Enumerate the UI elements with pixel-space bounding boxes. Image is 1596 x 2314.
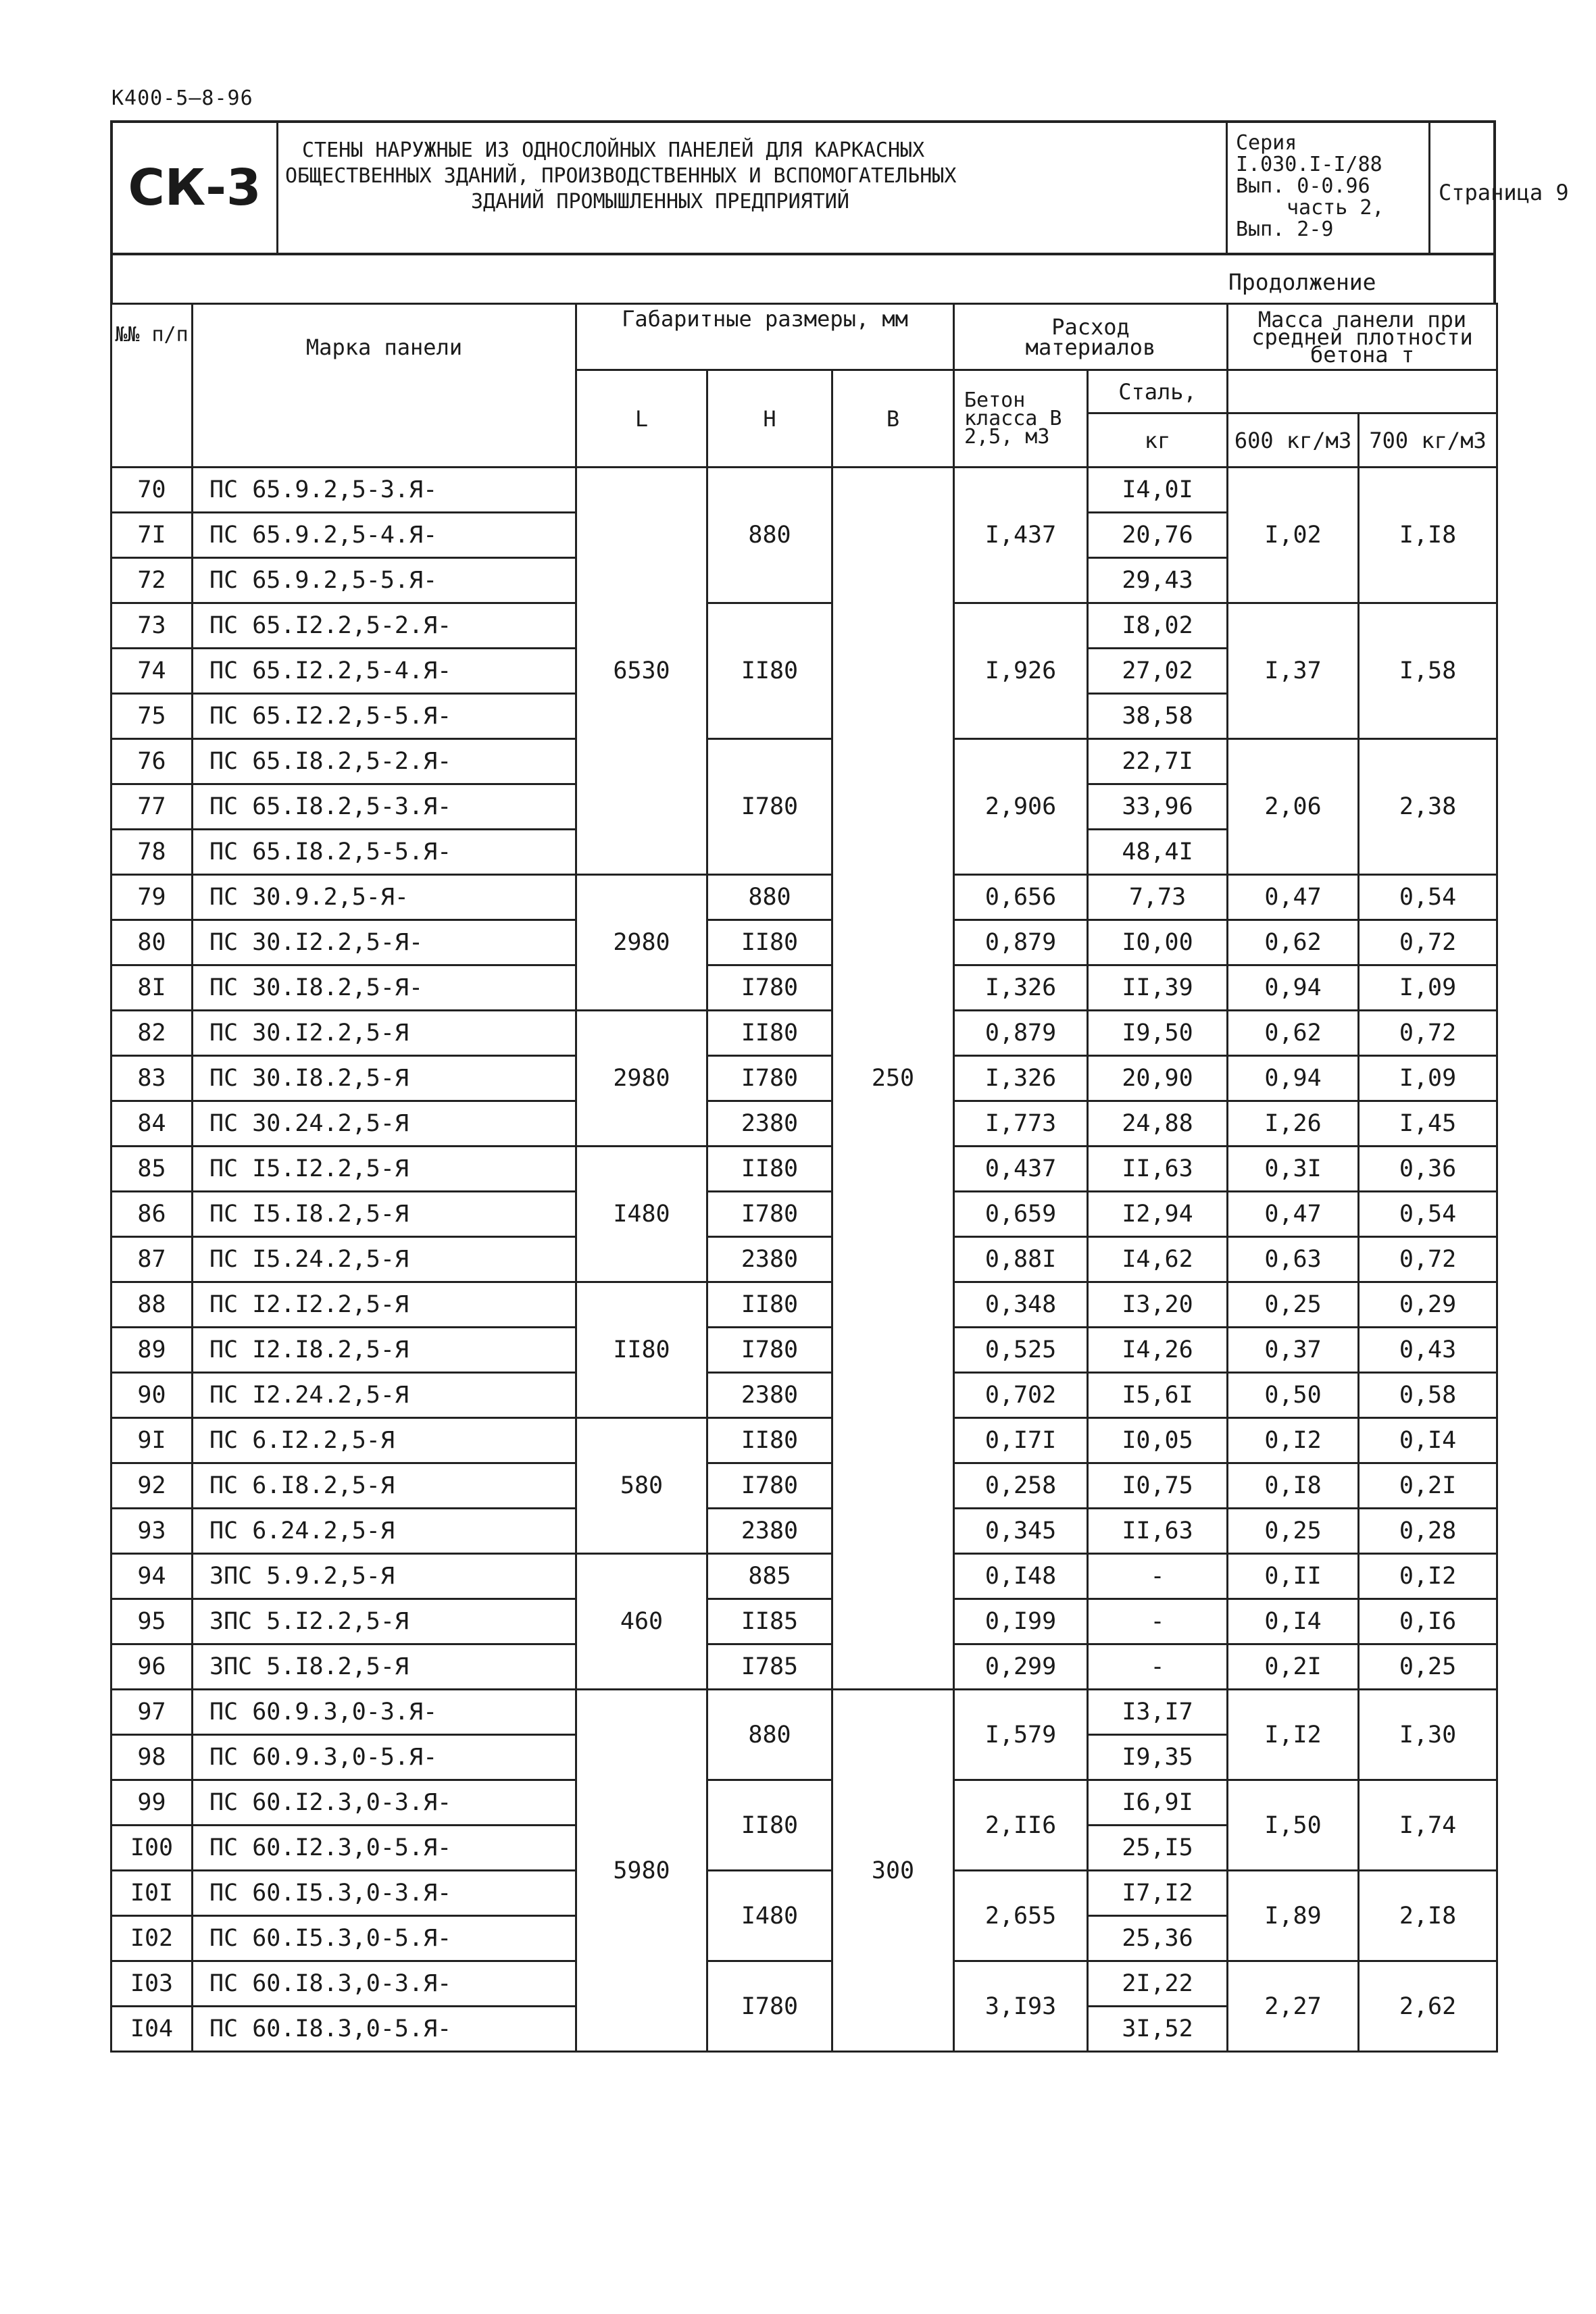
concrete-cell: 2,906 [954, 739, 1088, 875]
mass-600-cell: 0,I2 [1228, 1418, 1359, 1463]
mass-700-cell: I,09 [1359, 965, 1497, 1011]
panel-mark: ПС I5.I2.2,5-Я [193, 1147, 576, 1192]
row-number: 93 [111, 1509, 193, 1554]
row-number: 79 [111, 875, 193, 920]
panel-mark: ПС 30.I2.2,5-Я [193, 1011, 576, 1056]
concrete-cell: 0,I99 [954, 1599, 1088, 1644]
panel-mark: ПС I2.24.2,5-Я [193, 1373, 576, 1418]
concrete-cell: I,773 [954, 1101, 1088, 1147]
table-row [111, 1418, 1497, 1463]
col-header-concrete: Бетон класса В 2,5, м3 [954, 370, 1088, 468]
concrete-cell: I,437 [954, 468, 1088, 603]
table-row [111, 1780, 1497, 1826]
row-number: I04 [111, 2007, 193, 2052]
table-row [111, 920, 1497, 965]
panel-mark: 3ПС 5.I2.2,5-Я [193, 1599, 576, 1644]
mass-700-cell: 2,I8 [1359, 1871, 1497, 1961]
steel-cell: I4,62 [1088, 1237, 1228, 1282]
panel-mark: ПС 60.I5.3,0-5.Я- [193, 1916, 576, 1961]
col-header-material: Расход материалов [954, 304, 1228, 370]
mass-700-cell: 0,28 [1359, 1509, 1497, 1554]
concrete-cell: 0,299 [954, 1644, 1088, 1690]
col-header-mark: Марка панели [193, 304, 576, 468]
row-number: 89 [111, 1328, 193, 1373]
row-number: 96 [111, 1644, 193, 1690]
concrete-cell: 0,702 [954, 1373, 1088, 1418]
steel-cell: 33,96 [1088, 784, 1228, 830]
sheet-code: СК-3 [113, 123, 278, 253]
mass-600-cell: 0,2I [1228, 1644, 1359, 1690]
panel-mark: ПС 6.I8.2,5-Я [193, 1463, 576, 1509]
table-row [111, 1509, 1497, 1554]
col-header-dims: Габаритные размеры, мм [576, 304, 954, 370]
col-header-mass: Масса панели при средней плотности бетона т [1228, 304, 1497, 370]
steel-cell: I3,I7 [1088, 1690, 1228, 1735]
steel-cell: 29,43 [1088, 558, 1228, 603]
mass-600-cell: 0,37 [1228, 1328, 1359, 1373]
steel-cell: 20,76 [1088, 513, 1228, 558]
col-header-600: 600 кг/м3 [1228, 413, 1359, 468]
table-row [111, 1056, 1497, 1101]
table-row [111, 1011, 1497, 1056]
mass-600-cell: 0,47 [1228, 875, 1359, 920]
panel-mark: ПС I5.24.2,5-Я [193, 1237, 576, 1282]
steel-cell: I7,I2 [1088, 1871, 1228, 1916]
panel-mark: ПС 6.I2.2,5-Я [193, 1418, 576, 1463]
table-row [111, 1554, 1497, 1599]
table-row [111, 875, 1497, 920]
panel-mark: 3ПС 5.I8.2,5-Я [193, 1644, 576, 1690]
concrete-cell: 0,345 [954, 1509, 1088, 1554]
concrete-cell: 0,437 [954, 1147, 1088, 1192]
mass-700-cell: 0,54 [1359, 875, 1497, 920]
mass-600-cell: 0,63 [1228, 1237, 1359, 1282]
mass-700-cell: 0,36 [1359, 1147, 1497, 1192]
steel-cell: II,63 [1088, 1147, 1228, 1192]
panel-mark: ПС 30.I2.2,5-Я- [193, 920, 576, 965]
series-line: Серия [1236, 131, 1297, 155]
steel-cell: I2,94 [1088, 1192, 1228, 1237]
height-cell: I780 [707, 1961, 832, 2052]
table-row [111, 1690, 1497, 1735]
table-row [111, 1282, 1497, 1328]
concrete-cell: 0,348 [954, 1282, 1088, 1328]
mass-600-cell: 0,I8 [1228, 1463, 1359, 1509]
mass-header-spacer [1228, 370, 1497, 413]
concrete-cell: 0,I48 [954, 1554, 1088, 1599]
table-row [111, 1328, 1497, 1373]
steel-cell: 48,4I [1088, 830, 1228, 875]
steel-cell: I0,05 [1088, 1418, 1228, 1463]
width-cell: 300 [832, 1690, 954, 2052]
concrete-cell: 2,655 [954, 1871, 1088, 1961]
row-number: I0I [111, 1871, 193, 1916]
width-cell: 250 [832, 468, 954, 1690]
title-line: СТЕНЫ НАРУЖНЫЕ ИЗ ОДНОСЛОЙНЫХ ПАНЕЛЕЙ ДЛЯ КАРКАСНЫХ [302, 139, 925, 162]
height-cell: I780 [707, 1056, 832, 1101]
row-number: 98 [111, 1735, 193, 1780]
row-number: 77 [111, 784, 193, 830]
panel-mark: ПС I5.I8.2,5-Я [193, 1192, 576, 1237]
panel-mark: ПС 6.24.2,5-Я [193, 1509, 576, 1554]
panel-mark: ПС 65.I2.2,5-5.Я- [193, 694, 576, 739]
height-cell: II80 [707, 920, 832, 965]
row-number: 72 [111, 558, 193, 603]
concrete-cell: 0,879 [954, 1011, 1088, 1056]
concrete-cell: I,326 [954, 1056, 1088, 1101]
steel-cell: I9,50 [1088, 1011, 1228, 1056]
mass-600-cell: 0,25 [1228, 1509, 1359, 1554]
steel-cell: 24,88 [1088, 1101, 1228, 1147]
table-row [111, 965, 1497, 1011]
row-number: I03 [111, 1961, 193, 2007]
panel-mark: ПС 65.9.2,5-4.Я- [193, 513, 576, 558]
steel-cell: 38,58 [1088, 694, 1228, 739]
row-number: 9I [111, 1418, 193, 1463]
concrete-cell: 3,I93 [954, 1961, 1088, 2052]
document-number: К400-5—8-96 [111, 86, 253, 110]
height-cell: II80 [707, 603, 832, 739]
series-line: I.030.I-I/88 [1236, 153, 1382, 176]
steel-cell: I0,75 [1088, 1463, 1228, 1509]
height-cell: I780 [707, 1192, 832, 1237]
series-line: Вып. 2-9 [1236, 218, 1334, 241]
row-number: 97 [111, 1690, 193, 1735]
height-cell: II80 [707, 1418, 832, 1463]
col-header-num: №№ п/п [111, 304, 193, 468]
height-cell: I785 [707, 1644, 832, 1690]
mass-600-cell: I,26 [1228, 1101, 1359, 1147]
length-cell: 2980 [576, 1011, 707, 1147]
panel-mark: ПС 65.I8.2,5-2.Я- [193, 739, 576, 784]
mass-700-cell: I,45 [1359, 1101, 1497, 1147]
steel-cell: 2I,22 [1088, 1961, 1228, 2007]
col-header-H: Н [707, 370, 832, 468]
row-number: I02 [111, 1916, 193, 1961]
mass-700-cell: 0,72 [1359, 920, 1497, 965]
table-row [111, 739, 1497, 784]
table-row [111, 1147, 1497, 1192]
steel-cell: - [1088, 1554, 1228, 1599]
steel-cell: 25,I5 [1088, 1826, 1228, 1871]
row-number: 85 [111, 1147, 193, 1192]
panel-mark: ПС 60.I8.3,0-3.Я- [193, 1961, 576, 2007]
mass-700-cell: 0,2I [1359, 1463, 1497, 1509]
steel-cell: - [1088, 1599, 1228, 1644]
steel-cell: I8,02 [1088, 603, 1228, 649]
row-number: 87 [111, 1237, 193, 1282]
col-header-700: 700 кг/м3 [1359, 413, 1497, 468]
row-number: 8I [111, 965, 193, 1011]
concrete-cell: 2,II6 [954, 1780, 1088, 1871]
mass-700-cell: I,09 [1359, 1056, 1497, 1101]
row-number: 92 [111, 1463, 193, 1509]
title-line: ОБЩЕСТВЕННЫХ ЗДАНИЙ, ПРОИЗВОДСТВЕННЫХ И ВСПОМОГАТЕЛЬНЫХ [285, 164, 957, 188]
table-row [111, 1101, 1497, 1147]
row-number: 74 [111, 649, 193, 694]
mass-600-cell: 0,I4 [1228, 1599, 1359, 1644]
height-cell: I780 [707, 965, 832, 1011]
title-block [110, 120, 1569, 255]
panel-mark: ПС 65.9.2,5-5.Я- [193, 558, 576, 603]
concrete-cell: 0,88I [954, 1237, 1088, 1282]
height-cell: II80 [707, 1780, 832, 1871]
row-number: 84 [111, 1101, 193, 1147]
mass-700-cell: 2,38 [1359, 739, 1497, 875]
series-line: Вып. 0-0.96 [1236, 174, 1370, 198]
steel-cell: I5,6I [1088, 1373, 1228, 1418]
steel-cell: II,63 [1088, 1509, 1228, 1554]
height-cell: II80 [707, 1147, 832, 1192]
height-cell: 880 [707, 468, 832, 603]
steel-cell: 27,02 [1088, 649, 1228, 694]
page-number [1430, 123, 1569, 253]
row-number: 78 [111, 830, 193, 875]
row-number: 7I [111, 513, 193, 558]
panel-mark: ПС 65.I8.2,5-3.Я- [193, 784, 576, 830]
height-cell: I780 [707, 1328, 832, 1373]
panel-mark: ПС 60.I2.3,0-5.Я- [193, 1826, 576, 1871]
steel-cell: 7,73 [1088, 875, 1228, 920]
mass-700-cell: 2,62 [1359, 1961, 1497, 2052]
mass-600-cell: 2,27 [1228, 1961, 1359, 2052]
concrete-cell: 0,879 [954, 920, 1088, 965]
col-header-steel-unit: кг [1088, 413, 1228, 468]
mass-700-cell: 0,29 [1359, 1282, 1497, 1328]
row-number: 76 [111, 739, 193, 784]
mass-700-cell: 0,I2 [1359, 1554, 1497, 1599]
length-cell: 2980 [576, 875, 707, 1011]
height-cell: I780 [707, 1463, 832, 1509]
row-number: 82 [111, 1011, 193, 1056]
length-cell: 460 [576, 1554, 707, 1690]
steel-cell: I9,35 [1088, 1735, 1228, 1780]
row-number: 70 [111, 468, 193, 513]
height-cell: 2380 [707, 1373, 832, 1418]
table-row [111, 1644, 1497, 1690]
length-cell: 580 [576, 1418, 707, 1554]
height-cell: 2380 [707, 1237, 832, 1282]
steel-cell: I3,20 [1088, 1282, 1228, 1328]
mass-600-cell: 0,94 [1228, 1056, 1359, 1101]
row-number: 95 [111, 1599, 193, 1644]
mass-600-cell: 2,06 [1228, 739, 1359, 875]
height-cell: I780 [707, 739, 832, 875]
row-number: 75 [111, 694, 193, 739]
table-row [111, 1871, 1497, 1916]
steel-cell: I6,9I [1088, 1780, 1228, 1826]
series-line: часть 2, [1287, 196, 1385, 220]
height-cell: 880 [707, 875, 832, 920]
mass-700-cell: 0,I6 [1359, 1599, 1497, 1644]
height-cell: II80 [707, 1011, 832, 1056]
mass-700-cell: 0,58 [1359, 1373, 1497, 1418]
panel-mark: ПС I2.I2.2,5-Я [193, 1282, 576, 1328]
table-row [111, 603, 1497, 649]
row-number: I00 [111, 1826, 193, 1871]
table-row [111, 1463, 1497, 1509]
panel-mark: ПС 65.I8.2,5-5.Я- [193, 830, 576, 875]
mass-600-cell: 0,50 [1228, 1373, 1359, 1418]
mass-600-cell: I,37 [1228, 603, 1359, 739]
mass-700-cell: I,30 [1359, 1690, 1497, 1780]
concrete-cell: I,579 [954, 1690, 1088, 1780]
col-header-L: L [576, 370, 707, 468]
steel-cell: II,39 [1088, 965, 1228, 1011]
height-cell: 2380 [707, 1509, 832, 1554]
mass-600-cell: 0,62 [1228, 1011, 1359, 1056]
panel-mark: ПС 65.9.2,5-3.Я- [193, 468, 576, 513]
panel-mark: ПС 30.9.2,5-Я- [193, 875, 576, 920]
panel-mark: 3ПС 5.9.2,5-Я [193, 1554, 576, 1599]
concrete-cell: 0,656 [954, 875, 1088, 920]
panel-mark: ПС 30.I8.2,5-Я [193, 1056, 576, 1101]
page-label: Страница 9 [1439, 180, 1569, 205]
mass-700-cell: I,58 [1359, 603, 1497, 739]
series-info [1228, 123, 1430, 253]
mass-700-cell: 0,I4 [1359, 1418, 1497, 1463]
row-number: 90 [111, 1373, 193, 1418]
height-cell: I480 [707, 1871, 832, 1961]
steel-cell: - [1088, 1644, 1228, 1690]
steel-cell: I0,00 [1088, 920, 1228, 965]
panel-mark: ПС 60.I5.3,0-3.Я- [193, 1871, 576, 1916]
row-number: 94 [111, 1554, 193, 1599]
concrete-cell: 0,659 [954, 1192, 1088, 1237]
continuation-label: Продолжение [1228, 269, 1376, 295]
height-cell: II80 [707, 1282, 832, 1328]
length-cell: 5980 [576, 1690, 707, 2052]
row-number: 99 [111, 1780, 193, 1826]
panel-mark: ПС 30.I8.2,5-Я- [193, 965, 576, 1011]
panel-mark: ПС I2.I8.2,5-Я [193, 1328, 576, 1373]
mass-600-cell: I,50 [1228, 1780, 1359, 1871]
panel-mark: ПС 30.24.2,5-Я [193, 1101, 576, 1147]
height-cell: 885 [707, 1554, 832, 1599]
height-cell: 880 [707, 1690, 832, 1780]
steel-cell: 3I,52 [1088, 2007, 1228, 2052]
table-row [111, 468, 1497, 513]
height-cell: 2380 [707, 1101, 832, 1147]
panel-table [110, 303, 1498, 2053]
mass-600-cell: 0,62 [1228, 920, 1359, 965]
mass-600-cell: 0,47 [1228, 1192, 1359, 1237]
mass-700-cell: 0,43 [1359, 1328, 1497, 1373]
steel-cell: I4,0I [1088, 468, 1228, 513]
mass-700-cell: 0,25 [1359, 1644, 1497, 1690]
length-cell: 6530 [576, 468, 707, 875]
concrete-cell: 0,258 [954, 1463, 1088, 1509]
mass-600-cell: I,02 [1228, 468, 1359, 603]
mass-600-cell: 0,II [1228, 1554, 1359, 1599]
document-title [278, 123, 1228, 253]
mass-600-cell: I,89 [1228, 1871, 1359, 1961]
mass-700-cell: 0,54 [1359, 1192, 1497, 1237]
height-cell: II85 [707, 1599, 832, 1644]
table-row [111, 1192, 1497, 1237]
length-cell: I480 [576, 1147, 707, 1282]
concrete-cell: 0,I7I [954, 1418, 1088, 1463]
mass-600-cell: I,I2 [1228, 1690, 1359, 1780]
concrete-cell: 0,525 [954, 1328, 1088, 1373]
mass-600-cell: 0,3I [1228, 1147, 1359, 1192]
col-header-B: В [832, 370, 954, 468]
mass-700-cell: 0,72 [1359, 1011, 1497, 1056]
panel-mark: ПС 60.9.3,0-3.Я- [193, 1690, 576, 1735]
row-number: 83 [111, 1056, 193, 1101]
panel-mark: ПС 65.I2.2,5-2.Я- [193, 603, 576, 649]
mass-700-cell: I,I8 [1359, 468, 1497, 603]
steel-cell: I4,26 [1088, 1328, 1228, 1373]
row-number: 86 [111, 1192, 193, 1237]
mass-700-cell: 0,72 [1359, 1237, 1497, 1282]
mass-600-cell: 0,94 [1228, 965, 1359, 1011]
table-row [111, 1599, 1497, 1644]
panel-mark: ПС 65.I2.2,5-4.Я- [193, 649, 576, 694]
concrete-cell: I,326 [954, 965, 1088, 1011]
table-row [111, 1373, 1497, 1418]
mass-600-cell: 0,25 [1228, 1282, 1359, 1328]
col-header-steel: Сталь, [1088, 370, 1228, 413]
table-row [111, 1961, 1497, 2007]
panel-mark: ПС 60.I2.3,0-3.Я- [193, 1780, 576, 1826]
mass-700-cell: I,74 [1359, 1780, 1497, 1871]
panel-mark: ПС 60.9.3,0-5.Я- [193, 1735, 576, 1780]
steel-cell: 22,7I [1088, 739, 1228, 784]
steel-cell: 20,90 [1088, 1056, 1228, 1101]
title-line: ЗДАНИЙ ПРОМЫШЛЕННЫХ ПРЕДПРИЯТИЙ [471, 190, 849, 213]
concrete-cell: I,926 [954, 603, 1088, 739]
table-body [111, 468, 1497, 2052]
length-cell: II80 [576, 1282, 707, 1418]
row-number: 88 [111, 1282, 193, 1328]
table-row [111, 1237, 1497, 1282]
steel-cell: 25,36 [1088, 1916, 1228, 1961]
panel-mark: ПС 60.I8.3,0-5.Я- [193, 2007, 576, 2052]
row-number: 73 [111, 603, 193, 649]
row-number: 80 [111, 920, 193, 965]
